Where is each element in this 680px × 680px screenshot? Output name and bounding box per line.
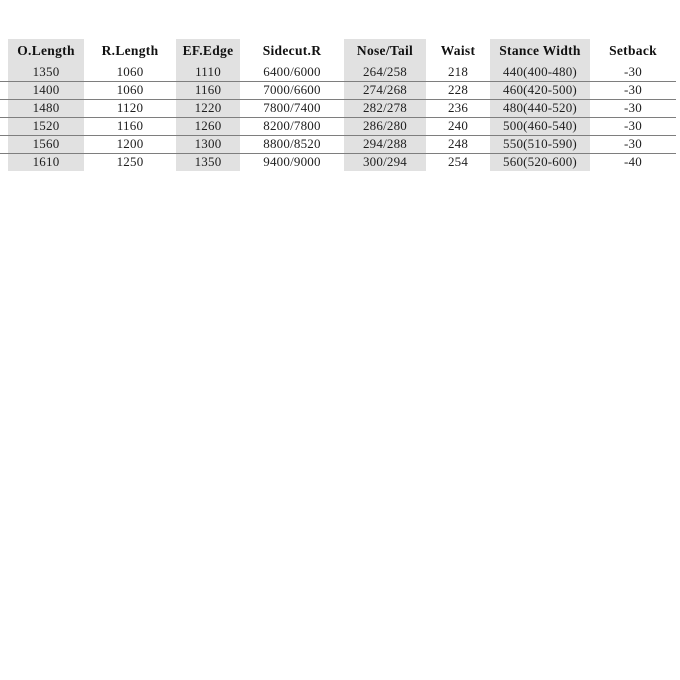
table-cell-r5-c5: 294/288 xyxy=(362,136,407,151)
table-cell-r1-c2: 1060 xyxy=(116,64,144,79)
table-cell-r6-c3: 1350 xyxy=(194,154,222,169)
table-cell-r3-c8: -30 xyxy=(624,100,642,115)
table-cell-r2-c4: 7000/6600 xyxy=(263,82,321,97)
table-cell-r2-c1: 1400 xyxy=(32,82,60,97)
table-cell-r3-c1: 1480 xyxy=(32,100,60,115)
table-cell-r2-c7: 460(420-500) xyxy=(503,82,577,97)
table-cell-r1-c3: 1110 xyxy=(195,64,221,79)
table-cell-r6-c7: 560(520-600) xyxy=(503,154,577,169)
table-cell-r5-c8: -30 xyxy=(624,136,642,151)
table-cell-r2-c6: 228 xyxy=(447,82,469,97)
table-cell-r3-c3: 1220 xyxy=(194,100,222,115)
table-cell-r2-c8: -30 xyxy=(624,82,642,97)
table-cell-r3-c5: 282/278 xyxy=(362,100,407,115)
column-header-stancewidth: Stance Width xyxy=(499,43,581,58)
table-cell-r4-c1: 1520 xyxy=(32,118,60,133)
table-cell-r6-c6: 254 xyxy=(447,154,469,169)
table-cell-r4-c3: 1260 xyxy=(194,118,222,133)
table-cell-r4-c6: 240 xyxy=(447,118,469,133)
spec-table-grid xyxy=(8,39,676,171)
table-cell-r4-c5: 286/280 xyxy=(362,118,407,133)
table-cell-r1-c4: 6400/6000 xyxy=(263,64,321,79)
table-cell-r4-c8: -30 xyxy=(624,118,642,133)
table-cell-r5-c7: 550(510-590) xyxy=(503,136,577,151)
column-header-olength: O.Length xyxy=(17,43,75,58)
table-cell-r4-c2: 1160 xyxy=(116,118,144,133)
column-header-waist: Waist xyxy=(440,43,476,58)
table-cell-r1-c5: 264/258 xyxy=(362,64,407,79)
table-cell-r2-c2: 1060 xyxy=(116,82,144,97)
column-header-sidecutr: Sidecut.R xyxy=(262,43,322,58)
table-cell-r5-c3: 1300 xyxy=(194,136,222,151)
table-cell-r6-c1: 1610 xyxy=(32,154,60,169)
table-cell-r3-c6: 236 xyxy=(447,100,469,115)
table-cell-r3-c4: 7800/7400 xyxy=(263,100,321,115)
table-cell-r1-c7: 440(400-480) xyxy=(503,64,577,79)
column-header-efedge: EF.Edge xyxy=(182,43,234,58)
table-cell-r2-c3: 1160 xyxy=(194,82,222,97)
table-cell-r5-c4: 8800/8520 xyxy=(263,136,321,151)
column-header-nosetail: Nose/Tail xyxy=(356,43,414,58)
column-header-rlength: R.Length xyxy=(101,43,159,58)
table-cell-r3-c2: 1120 xyxy=(116,100,144,115)
size-spec-table xyxy=(0,39,676,171)
table-cell-r6-c2: 1250 xyxy=(116,154,144,169)
table-cell-r5-c1: 1560 xyxy=(32,136,60,151)
table-cell-r4-c4: 8200/7800 xyxy=(263,118,321,133)
table-cell-r5-c2: 1200 xyxy=(116,136,144,151)
table-cell-r6-c8: -40 xyxy=(624,154,642,169)
table-cell-r1-c8: -30 xyxy=(624,64,642,79)
table-cell-r2-c5: 274/268 xyxy=(362,82,407,97)
table-cell-r1-c6: 218 xyxy=(447,64,469,79)
table-cell-r6-c5: 300/294 xyxy=(362,154,407,169)
table-cell-r3-c7: 480(440-520) xyxy=(503,100,577,115)
table-cell-r4-c7: 500(460-540) xyxy=(503,118,577,133)
table-cell-r6-c4: 9400/9000 xyxy=(263,154,321,169)
column-header-setback: Setback xyxy=(609,43,657,58)
table-cell-r5-c6: 248 xyxy=(447,136,469,151)
table-cell-r1-c1: 1350 xyxy=(32,64,60,79)
